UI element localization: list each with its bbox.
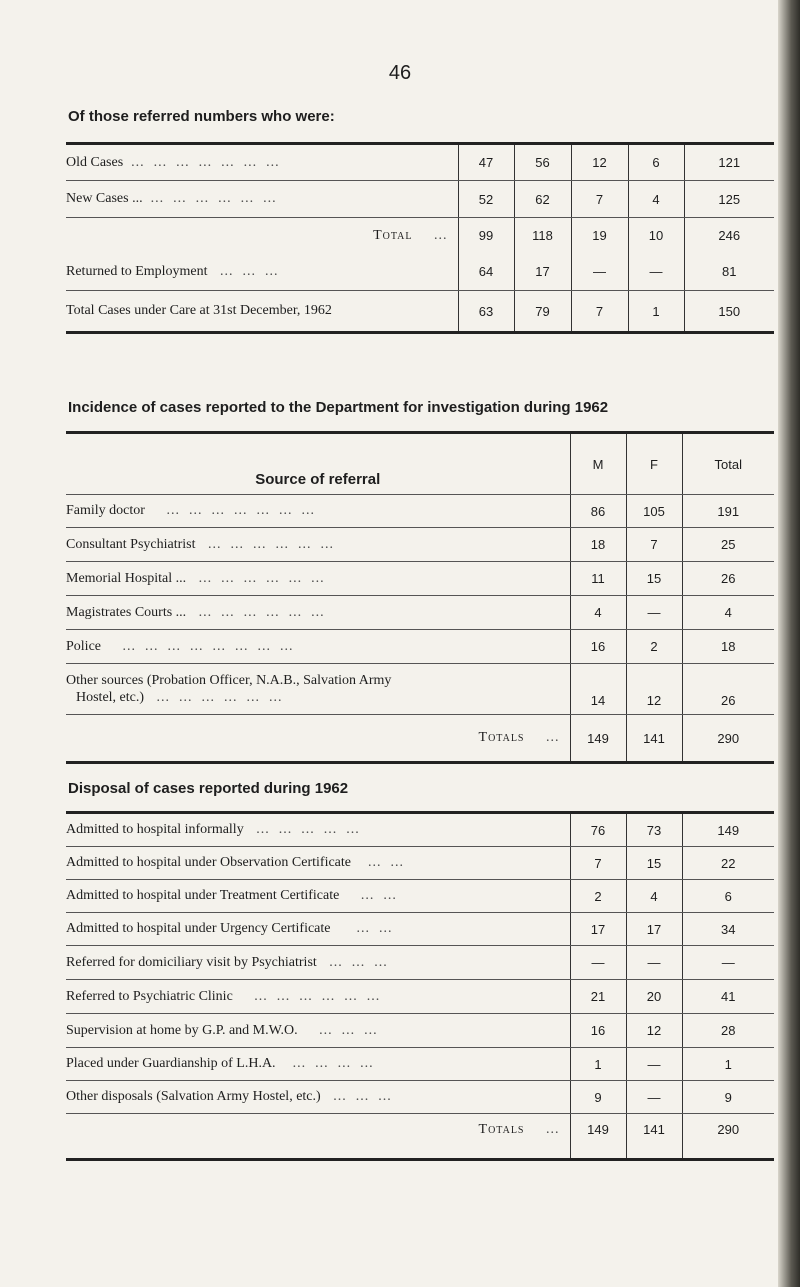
leader-dots: ... ... ... ... ... ... (199, 536, 334, 552)
cell-value: 79 (514, 291, 571, 333)
cell-value: — (626, 1081, 682, 1114)
cell-value: 15 (626, 847, 682, 880)
table-row (66, 664, 774, 715)
total-label: Totals (478, 730, 525, 745)
row-label-line: Other sources (Probation Officer, N.A.B., Salvation Army (66, 673, 392, 688)
cell-value: 6 (682, 880, 774, 913)
cell-value: 10 (628, 218, 684, 254)
leader-dots: ... ... ... ... ... ... (236, 988, 381, 1004)
cell-value: 86 (570, 495, 626, 528)
cell-value: — (626, 946, 682, 980)
cell-value: 81 (684, 254, 774, 291)
cell-value: 20 (626, 980, 682, 1014)
leader-dots: ... ... ... (324, 1089, 392, 1104)
table-row (66, 218, 774, 254)
cell-value: 6 (628, 144, 684, 181)
table-row (66, 880, 774, 913)
referred-outcomes-table (66, 142, 774, 334)
leader-dots: ... ... ... ... (279, 1056, 374, 1071)
table-row (66, 562, 774, 596)
leader-dots: ... (528, 730, 560, 745)
row-label: Returned to Employment (66, 263, 208, 279)
cell-value: 99 (458, 218, 514, 254)
cell-value: 16 (570, 630, 626, 664)
table-row (66, 254, 774, 291)
cell-value: 26 (682, 562, 774, 596)
table-row (66, 946, 774, 980)
cell-value: 121 (684, 144, 774, 181)
row-label: New Cases ... (66, 191, 143, 206)
leader-dots: ... ... ... ... ... ... (146, 191, 277, 206)
total-label: Total (373, 227, 413, 243)
row-label-line: Hostel, etc.) (76, 690, 145, 705)
column-header: Source of referral (66, 433, 570, 495)
cell-value: 290 (682, 1114, 774, 1160)
cell-value: 34 (682, 913, 774, 946)
cell-value: 12 (626, 664, 682, 715)
column-header: Total (682, 433, 774, 495)
row-label: Placed under Guardianship of L.H.A. (66, 1056, 276, 1071)
leader-dots: ... ... (334, 921, 393, 936)
cell-value: 9 (570, 1081, 626, 1114)
cell-value: 1 (682, 1048, 774, 1081)
cell-value: — (628, 254, 684, 291)
cell-value: 14 (570, 664, 626, 715)
cell-value: 4 (626, 880, 682, 913)
cell-value: 17 (570, 913, 626, 946)
cell-value: 12 (571, 144, 628, 181)
column-header: M (570, 433, 626, 495)
table-row (66, 1048, 774, 1081)
table-row (66, 715, 774, 763)
cell-value: 1 (570, 1048, 626, 1081)
table-row (66, 1081, 774, 1114)
table-row (66, 1014, 774, 1048)
row-label: Admitted to hospital under Observation Certificate (66, 855, 351, 870)
table-row (66, 528, 774, 562)
cell-value: 150 (684, 291, 774, 333)
leader-dots: ... ... ... ... ... (247, 822, 360, 837)
cell-value: 19 (571, 218, 628, 254)
table-row (66, 630, 774, 664)
page-edge-shadow (778, 0, 800, 1287)
cell-value: 76 (570, 813, 626, 847)
row-label: Police (66, 638, 101, 654)
table-row (66, 144, 774, 181)
cell-value: — (626, 1048, 682, 1081)
cell-value: — (570, 946, 626, 980)
page-number: 46 (388, 62, 412, 84)
cell-value: 1 (628, 291, 684, 333)
cell-value: 16 (570, 1014, 626, 1048)
leader-dots: ... (416, 227, 448, 243)
table-row (66, 813, 774, 847)
table3-heading: Disposal of cases reported during 1962 (68, 780, 349, 797)
cell-value: 118 (514, 218, 571, 254)
row-label: Referred to Psychiatric Clinic (66, 988, 233, 1004)
leader-dots: ... ... ... ... ... ... ... (148, 503, 315, 518)
leader-dots: ... ... ... ... ... ... (147, 690, 283, 705)
table-header-row (66, 433, 774, 495)
leader-dots: ... ... ... ... ... ... ... ... (104, 638, 294, 654)
cell-value: — (571, 254, 628, 291)
cell-value: 73 (626, 813, 682, 847)
table-row (66, 913, 774, 946)
leader-dots: ... ... ... (320, 954, 388, 970)
leader-dots: ... ... ... ... ... ... (189, 604, 325, 620)
cell-value: 7 (571, 181, 628, 218)
leader-dots: ... ... ... ... ... ... (189, 570, 325, 586)
cell-value: 56 (514, 144, 571, 181)
table1-heading: Of those referred numbers who were: (68, 108, 335, 125)
cell-value: 22 (682, 847, 774, 880)
cell-value: 64 (458, 254, 514, 291)
row-label: Old Cases (66, 154, 124, 170)
cell-value: 141 (626, 715, 682, 763)
referral-sources-table (66, 431, 774, 764)
cell-value: 52 (458, 181, 514, 218)
cell-value: 25 (682, 528, 774, 562)
leader-dots: ... (528, 1122, 560, 1137)
cell-value: 149 (570, 715, 626, 763)
row-label: Memorial Hospital ... (66, 570, 187, 586)
table-row (66, 980, 774, 1014)
cell-value: 149 (682, 813, 774, 847)
cell-value: 2 (626, 630, 682, 664)
column-header: F (626, 433, 682, 495)
table-row (66, 847, 774, 880)
row-label: Magistrates Courts ... (66, 604, 187, 620)
leader-dots: ... ... ... (301, 1022, 378, 1038)
cell-value: 28 (682, 1014, 774, 1048)
table-row (66, 596, 774, 630)
row-label: Family doctor (66, 503, 145, 518)
row-label: Admitted to hospital under Urgency Certificate (66, 921, 331, 936)
cell-value: — (626, 596, 682, 630)
cell-value: 4 (570, 596, 626, 630)
cell-value: 7 (570, 847, 626, 880)
cell-value: 7 (626, 528, 682, 562)
cell-value: 21 (570, 980, 626, 1014)
table-row (66, 181, 774, 218)
cell-value: 63 (458, 291, 514, 333)
cell-value: 17 (514, 254, 571, 291)
cell-value: 7 (571, 291, 628, 333)
table-row (66, 495, 774, 528)
table-row (66, 1114, 774, 1160)
cell-value: 105 (626, 495, 682, 528)
row-label: Total Cases under Care at 31st December, 1962 (66, 303, 332, 318)
cell-value: 17 (626, 913, 682, 946)
cell-value: 4 (628, 181, 684, 218)
table-row (66, 291, 774, 333)
row-label: Supervision at home by G.P. and M.W.O. (66, 1022, 298, 1038)
cell-value: 47 (458, 144, 514, 181)
cell-value: 149 (570, 1114, 626, 1160)
cell-value: 9 (682, 1081, 774, 1114)
leader-dots: ... ... (354, 855, 404, 870)
cell-value: 18 (682, 630, 774, 664)
cell-value: 26 (682, 664, 774, 715)
cell-value: 15 (626, 562, 682, 596)
cell-value: 62 (514, 181, 571, 218)
row-label: Admitted to hospital informally (66, 822, 244, 837)
leader-dots: ... ... ... ... ... ... ... (126, 154, 280, 170)
case-disposal-table (66, 811, 774, 1161)
cell-value: 290 (682, 715, 774, 763)
row-label: Admitted to hospital under Treatment Certificate (66, 888, 340, 903)
table2-heading: Incidence of cases reported to the Department for investigation during 1962 (68, 399, 609, 416)
total-label: Totals (478, 1122, 525, 1137)
row-label: Other disposals (Salvation Army Hostel, etc.) (66, 1089, 321, 1104)
cell-value: 246 (684, 218, 774, 254)
leader-dots: ... ... ... (211, 263, 279, 279)
row-label: Referred for domiciliary visit by Psychiatrist (66, 954, 317, 970)
cell-value: 2 (570, 880, 626, 913)
cell-value: 18 (570, 528, 626, 562)
cell-value: 4 (682, 596, 774, 630)
cell-value: 12 (626, 1014, 682, 1048)
cell-value: 191 (682, 495, 774, 528)
cell-value: — (682, 946, 774, 980)
cell-value: 125 (684, 181, 774, 218)
cell-value: 41 (682, 980, 774, 1014)
cell-value: 141 (626, 1114, 682, 1160)
leader-dots: ... ... (342, 888, 397, 903)
cell-value: 11 (570, 562, 626, 596)
row-label: Consultant Psychiatrist (66, 536, 196, 552)
